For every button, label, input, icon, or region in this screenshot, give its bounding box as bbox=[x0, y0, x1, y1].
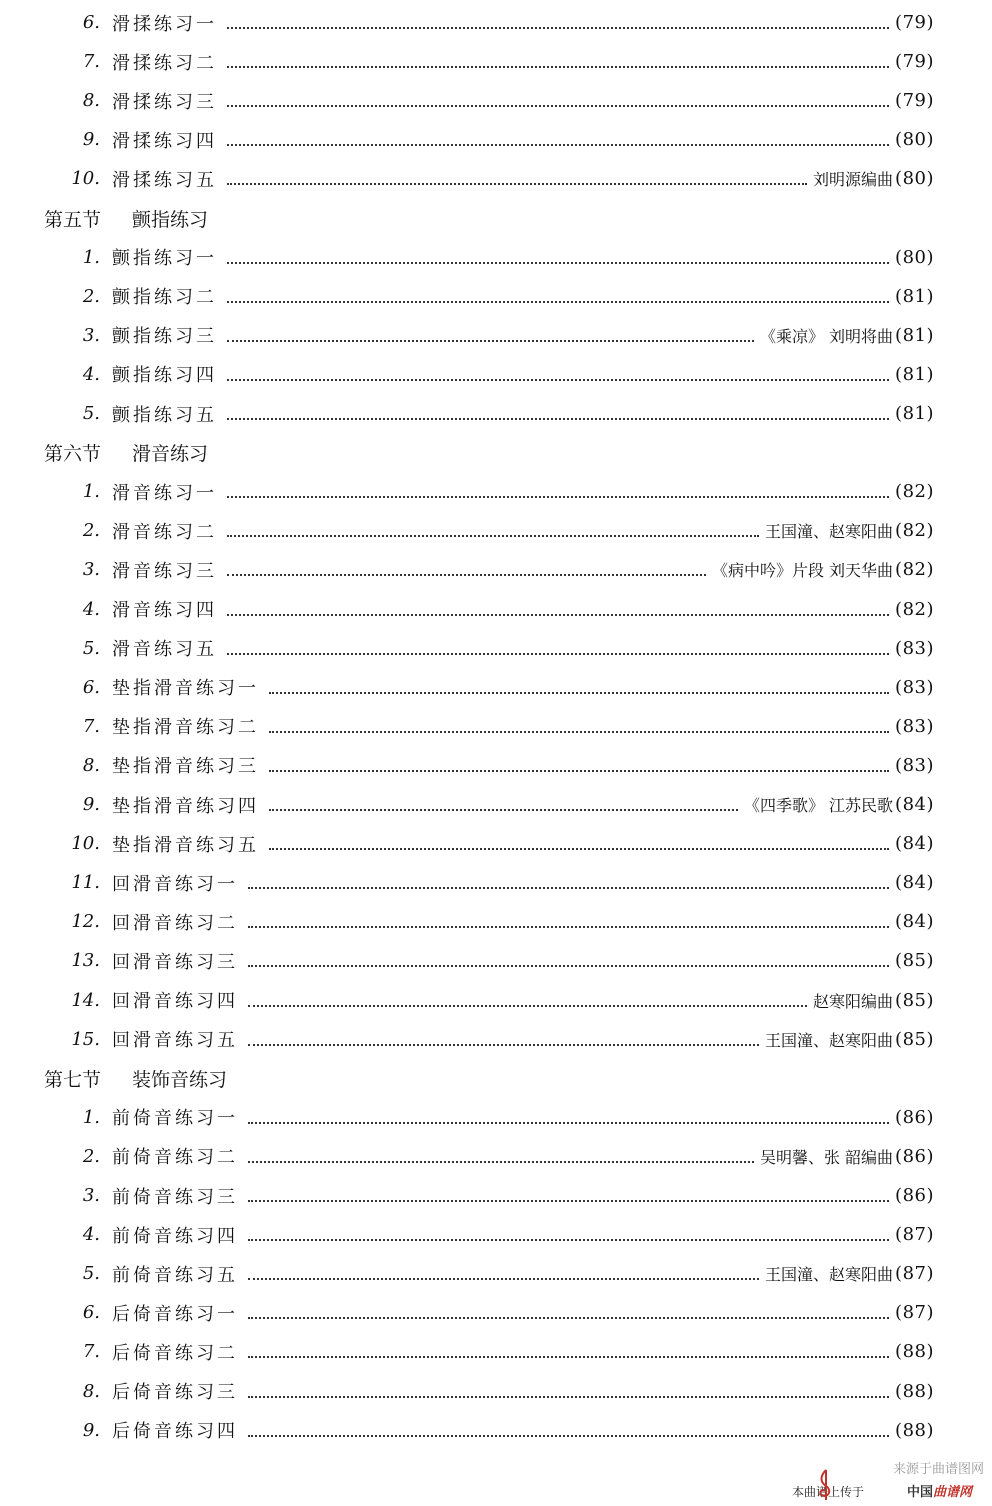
toc-entry bbox=[0, 902, 992, 941]
entry-right bbox=[895, 1341, 934, 1362]
entry-number: 2. bbox=[82, 285, 100, 307]
entry-number: 1. bbox=[82, 1106, 100, 1128]
entry-title: 颤指练习五 bbox=[112, 404, 217, 426]
dot-leader bbox=[248, 1239, 889, 1241]
section-label: 第六节 bbox=[44, 443, 102, 466]
entry-right bbox=[895, 403, 934, 424]
entry-right bbox=[813, 989, 934, 1012]
brand-watermark: 中国曲谱网 bbox=[906, 1485, 972, 1500]
dot-leader bbox=[248, 926, 889, 928]
entry-number: 9. bbox=[82, 794, 100, 815]
toc-entry bbox=[0, 1176, 992, 1215]
entry-number: 8. bbox=[82, 1380, 100, 1402]
entry-page: (83) bbox=[895, 715, 934, 737]
toc-entry bbox=[0, 863, 992, 902]
entry-page: (88) bbox=[895, 1380, 934, 1402]
entry-number: 6. bbox=[82, 1302, 100, 1324]
toc-entry bbox=[0, 668, 992, 707]
entry-title: 滑音练习三 bbox=[112, 560, 217, 582]
entry-right bbox=[895, 872, 934, 893]
entry-title: 前倚音练习二 bbox=[112, 1147, 238, 1169]
entry-title: 回滑音练习四 bbox=[112, 991, 238, 1012]
entry-right bbox=[895, 716, 934, 737]
entry-page: (79) bbox=[895, 12, 934, 33]
entry-note: 《病中吟》片段 刘天华曲 bbox=[711, 561, 894, 581]
entry-number: 5. bbox=[82, 403, 100, 424]
entry-number: 4. bbox=[82, 363, 100, 385]
section-title: 颤指练习 bbox=[132, 208, 209, 231]
entry-note: 吴明馨、张 韶编曲 bbox=[759, 1147, 894, 1167]
entry-number: 11. bbox=[71, 872, 100, 894]
entry-number: 3. bbox=[82, 559, 100, 581]
entry-right bbox=[895, 1420, 934, 1441]
entry-title: 垫指滑音练习三 bbox=[112, 756, 259, 778]
dot-leader bbox=[227, 496, 889, 498]
section-label: 第七节 bbox=[44, 1068, 102, 1091]
toc-entry bbox=[0, 316, 992, 355]
dot-leader bbox=[248, 1278, 759, 1280]
dot-leader bbox=[269, 770, 889, 772]
entry-note: 刘明源编曲 bbox=[813, 170, 894, 190]
entry-number: 12. bbox=[71, 911, 100, 933]
entry-title: 前倚音练习四 bbox=[112, 1225, 238, 1247]
entry-title: 滑音练习五 bbox=[112, 639, 217, 661]
dot-leader bbox=[248, 1122, 889, 1124]
entry-right bbox=[895, 1224, 934, 1245]
entry-title: 垫指滑音练习二 bbox=[112, 717, 259, 739]
entry-right bbox=[765, 519, 934, 542]
section-heading bbox=[0, 1059, 992, 1098]
toc-entry bbox=[0, 1254, 992, 1293]
entry-page: (86) bbox=[895, 1185, 934, 1206]
treble-clef-icon bbox=[814, 1468, 836, 1502]
entry-page: (82) bbox=[895, 598, 934, 620]
entry-number: 6. bbox=[82, 12, 100, 33]
entry-title: 回滑音练习三 bbox=[112, 951, 238, 973]
entry-page: (81) bbox=[895, 403, 934, 424]
section-heading bbox=[0, 433, 992, 472]
entry-title: 垫指滑音练习五 bbox=[112, 834, 259, 856]
entry-title: 前倚音练习五 bbox=[112, 1264, 238, 1286]
entry-page: (83) bbox=[895, 754, 934, 776]
entry-right bbox=[895, 638, 934, 659]
entry-page: (82) bbox=[895, 520, 934, 542]
entry-note: 《乘凉》 刘明将曲 bbox=[759, 326, 894, 346]
dot-leader bbox=[227, 144, 889, 146]
toc-entry bbox=[0, 824, 992, 863]
entry-right bbox=[765, 1028, 934, 1051]
entry-number: 10. bbox=[71, 833, 100, 855]
toc-entry bbox=[0, 355, 992, 394]
entry-right bbox=[895, 1185, 934, 1206]
entry-right bbox=[895, 677, 934, 698]
entry-page: (84) bbox=[895, 794, 934, 815]
toc-entry bbox=[0, 42, 992, 81]
entry-title: 颤指练习二 bbox=[112, 287, 217, 309]
dot-leader bbox=[227, 418, 889, 420]
dot-leader bbox=[227, 340, 754, 342]
dot-leader bbox=[227, 27, 889, 29]
entry-page: (87) bbox=[895, 1224, 934, 1246]
entry-page: (87) bbox=[895, 1263, 934, 1285]
dot-leader bbox=[269, 731, 889, 733]
toc-entry bbox=[0, 1372, 992, 1411]
entry-page: (84) bbox=[895, 872, 934, 894]
entry-number: 7. bbox=[82, 51, 100, 73]
entry-number: 4. bbox=[82, 598, 100, 620]
entry-right bbox=[895, 1381, 934, 1402]
entry-number: 15. bbox=[71, 1028, 100, 1050]
entry-right bbox=[712, 558, 934, 581]
entry-note: 《四季歌》 江苏民歌 bbox=[743, 796, 894, 815]
entry-right bbox=[895, 481, 934, 502]
entry-title: 滑揉练习四 bbox=[112, 130, 217, 152]
dot-leader bbox=[248, 1317, 889, 1319]
entry-right bbox=[760, 324, 934, 347]
entry-right bbox=[895, 364, 934, 385]
entry-number: 7. bbox=[82, 715, 100, 737]
entry-number: 9. bbox=[82, 1419, 100, 1441]
entry-title: 后倚音练习三 bbox=[112, 1382, 238, 1403]
toc-entry bbox=[0, 277, 992, 316]
entry-page: (85) bbox=[895, 950, 934, 972]
entry-page: (80) bbox=[895, 168, 934, 190]
entry-page: (80) bbox=[895, 246, 934, 268]
entry-right bbox=[765, 1262, 934, 1285]
entry-page: (86) bbox=[895, 1106, 934, 1128]
dot-leader bbox=[227, 105, 889, 107]
entry-title: 回滑音练习五 bbox=[112, 1030, 238, 1052]
entry-number: 14. bbox=[71, 989, 100, 1011]
watermark-footer bbox=[786, 1458, 986, 1502]
entry-title: 垫指滑音练习四 bbox=[112, 795, 259, 817]
dot-leader bbox=[248, 1044, 759, 1046]
dot-leader bbox=[248, 1396, 889, 1398]
entry-title: 滑揉练习五 bbox=[112, 169, 217, 191]
entry-right bbox=[895, 12, 934, 33]
toc-entry bbox=[0, 1332, 992, 1371]
entry-title: 颤指练习一 bbox=[112, 248, 217, 270]
entry-page: (79) bbox=[895, 90, 934, 112]
entry-title: 后倚音练习一 bbox=[112, 1303, 238, 1325]
entry-note: 王国潼、赵寒阳曲 bbox=[765, 1265, 894, 1285]
toc-entry bbox=[0, 941, 992, 980]
entry-page: (85) bbox=[895, 1028, 934, 1050]
toc-entry bbox=[0, 590, 992, 629]
dot-leader bbox=[227, 574, 706, 576]
dot-leader bbox=[227, 379, 889, 381]
entry-page: (82) bbox=[895, 481, 934, 503]
entry-title: 颤指练习三 bbox=[112, 326, 217, 348]
dot-leader bbox=[248, 887, 889, 889]
entry-number: 4. bbox=[82, 1224, 100, 1246]
toc-entry bbox=[0, 629, 992, 668]
entry-title: 回滑音练习二 bbox=[112, 912, 238, 934]
entry-title: 滑音练习二 bbox=[112, 521, 217, 543]
entry-title: 滑揉练习三 bbox=[112, 91, 217, 113]
entry-page: (81) bbox=[895, 285, 934, 307]
entry-number: 8. bbox=[82, 90, 100, 112]
entry-page: (81) bbox=[895, 324, 934, 346]
entry-number: 5. bbox=[82, 637, 100, 659]
entry-page: (82) bbox=[895, 559, 934, 581]
entry-page: (85) bbox=[895, 989, 934, 1011]
entry-right bbox=[744, 793, 934, 816]
entry-note: 王国潼、赵寒阳曲 bbox=[765, 1030, 894, 1050]
toc-entry bbox=[0, 81, 992, 120]
entry-page: (88) bbox=[895, 1419, 934, 1441]
dot-leader bbox=[269, 809, 738, 811]
entry-number: 6. bbox=[82, 676, 100, 698]
entry-number: 9. bbox=[82, 129, 100, 151]
entry-page: (80) bbox=[895, 129, 934, 151]
entry-title: 滑音练习四 bbox=[112, 600, 217, 621]
dot-leader bbox=[269, 848, 889, 850]
entry-right bbox=[895, 129, 934, 150]
toc-entry bbox=[0, 511, 992, 550]
toc-entry bbox=[0, 550, 992, 589]
entry-title: 滑音练习一 bbox=[112, 482, 217, 504]
entry-right bbox=[760, 1145, 934, 1168]
entry-number: 1. bbox=[82, 246, 100, 268]
entry-number: 5. bbox=[82, 1263, 100, 1285]
dot-leader bbox=[269, 692, 889, 694]
toc-entry bbox=[0, 785, 992, 824]
entry-title: 颤指练习四 bbox=[112, 365, 217, 387]
toc-entry bbox=[0, 1293, 992, 1332]
entry-number: 10. bbox=[71, 168, 100, 190]
toc-entry bbox=[0, 120, 992, 159]
entry-number: 1. bbox=[82, 481, 100, 503]
dot-leader bbox=[227, 301, 889, 303]
entry-right bbox=[895, 1107, 934, 1128]
dot-leader bbox=[248, 1356, 889, 1358]
toc-entry bbox=[0, 746, 992, 785]
entry-title: 滑揉练习二 bbox=[112, 52, 217, 74]
toc-entry bbox=[0, 707, 992, 746]
entry-page: (86) bbox=[895, 1145, 934, 1167]
upload-text: 本曲谱上传于 bbox=[792, 1485, 865, 1499]
entry-title: 后倚音练习二 bbox=[112, 1342, 238, 1364]
dot-leader bbox=[227, 262, 889, 264]
source-watermark: 来源于曲谱图网 bbox=[892, 1462, 984, 1477]
toc-entry bbox=[0, 1411, 992, 1450]
toc-entry bbox=[0, 159, 992, 198]
entry-right bbox=[895, 90, 934, 111]
dot-leader bbox=[227, 653, 889, 655]
entry-number: 13. bbox=[71, 950, 100, 972]
entry-title: 后倚音练习四 bbox=[112, 1421, 238, 1443]
entry-page: (83) bbox=[895, 676, 934, 698]
entry-page: (81) bbox=[895, 363, 934, 385]
dot-leader bbox=[227, 614, 889, 616]
entry-right bbox=[895, 755, 934, 776]
dot-leader bbox=[248, 1161, 754, 1163]
entry-number: 3. bbox=[82, 1185, 100, 1206]
toc-entry bbox=[0, 1020, 992, 1059]
toc-entry bbox=[0, 1137, 992, 1176]
dot-leader bbox=[248, 1005, 807, 1007]
dot-leader bbox=[227, 66, 889, 68]
entry-number: 3. bbox=[82, 324, 100, 346]
dot-leader bbox=[227, 535, 759, 537]
entry-number: 2. bbox=[82, 1145, 100, 1167]
entry-right bbox=[895, 911, 934, 932]
entry-right bbox=[813, 167, 934, 190]
dot-leader bbox=[248, 965, 889, 967]
entry-right bbox=[895, 286, 934, 307]
entry-right bbox=[895, 833, 934, 854]
toc-entry bbox=[0, 1098, 992, 1137]
entry-title: 滑揉练习一 bbox=[112, 13, 217, 35]
entry-right bbox=[895, 950, 934, 971]
section-label: 第五节 bbox=[44, 208, 102, 231]
dot-leader bbox=[248, 1200, 889, 1202]
section-title: 装饰音练习 bbox=[132, 1068, 228, 1091]
entry-note: 王国潼、赵寒阳曲 bbox=[765, 522, 894, 542]
entry-number: 8. bbox=[82, 754, 100, 776]
entry-note: 赵寒阳编曲 bbox=[813, 991, 894, 1011]
section-heading bbox=[0, 199, 992, 238]
entry-title: 前倚音练习一 bbox=[112, 1108, 238, 1130]
toc-entry bbox=[0, 238, 992, 277]
section-title: 滑音练习 bbox=[132, 443, 209, 466]
entry-right bbox=[895, 599, 934, 620]
entry-right bbox=[895, 247, 934, 268]
entry-number: 2. bbox=[82, 520, 100, 542]
toc-entry bbox=[0, 1215, 992, 1254]
entry-title: 垫指滑音练习一 bbox=[112, 678, 259, 700]
entry-title: 前倚音练习三 bbox=[112, 1186, 238, 1208]
dot-leader bbox=[248, 1435, 889, 1437]
toc-entry bbox=[0, 472, 992, 511]
entry-page: (87) bbox=[895, 1302, 934, 1324]
toc-entry bbox=[0, 981, 992, 1020]
entry-page: (84) bbox=[895, 833, 934, 855]
toc-entry bbox=[0, 3, 992, 42]
entry-title: 回滑音练习一 bbox=[112, 873, 238, 895]
entry-page: (79) bbox=[895, 51, 934, 73]
entry-page: (83) bbox=[895, 637, 934, 659]
entry-right bbox=[895, 51, 934, 72]
entry-page: (88) bbox=[895, 1341, 934, 1363]
dot-leader bbox=[227, 183, 807, 185]
toc-entry bbox=[0, 394, 992, 433]
entry-number: 7. bbox=[82, 1341, 100, 1363]
entry-page: (84) bbox=[895, 911, 934, 933]
entry-right bbox=[895, 1302, 934, 1323]
